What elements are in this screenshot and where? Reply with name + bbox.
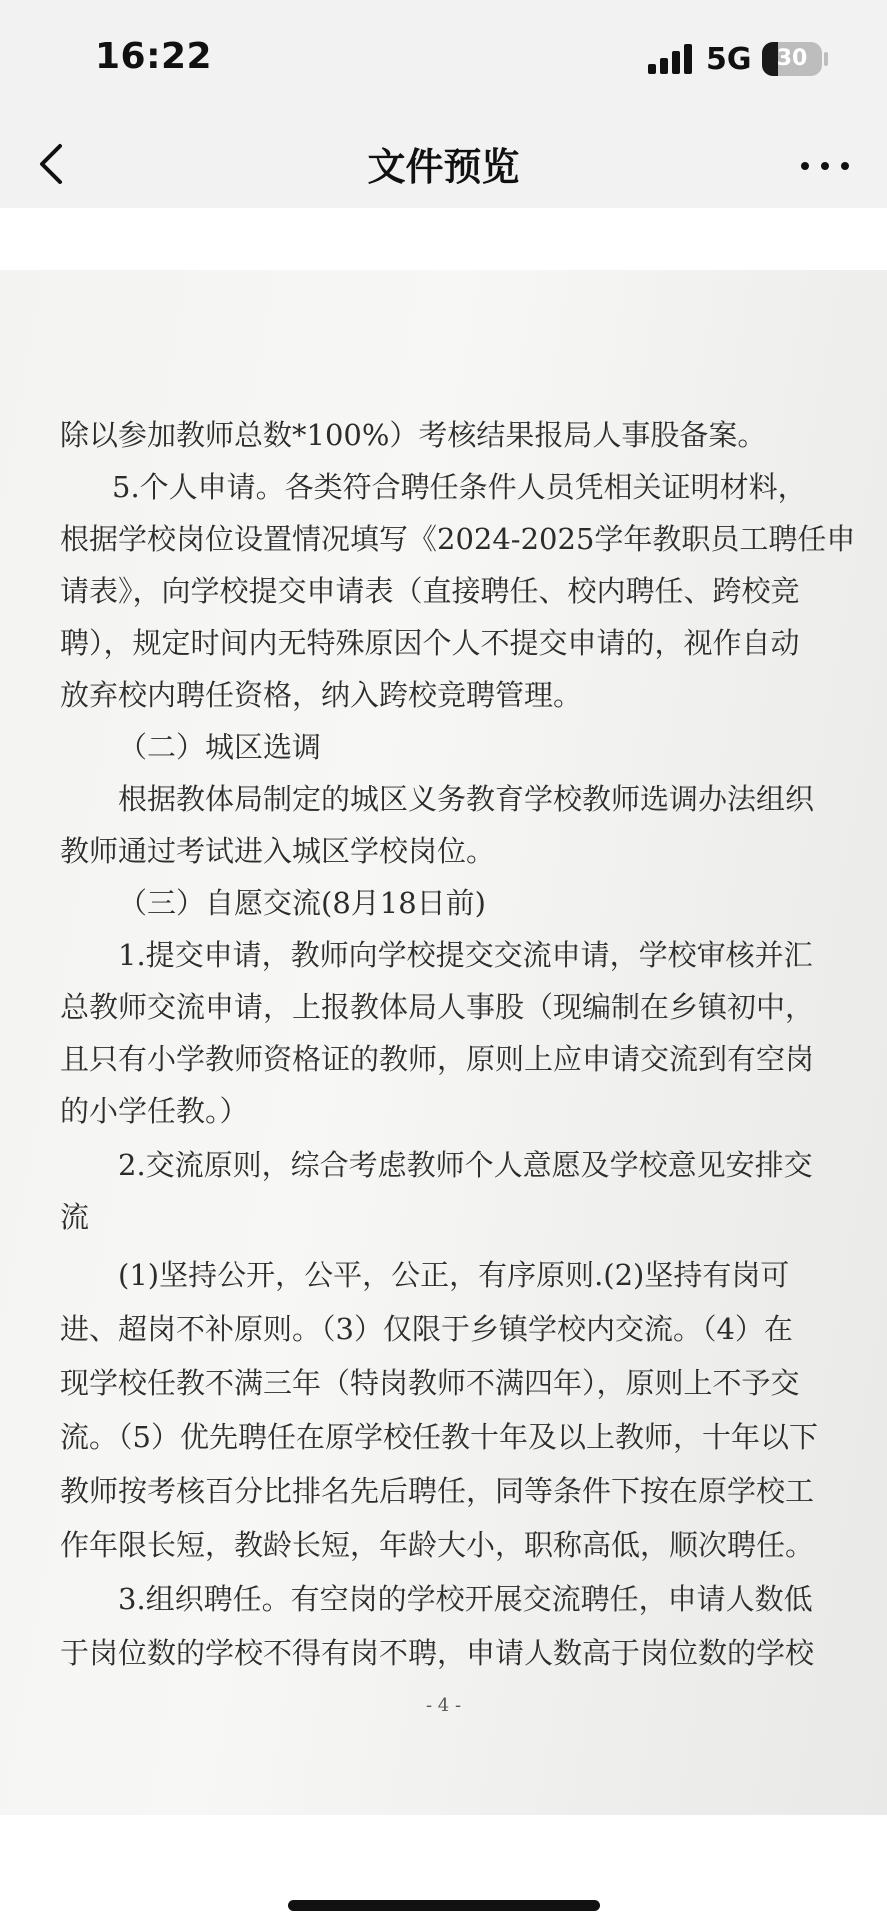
network-type: 5G (706, 42, 752, 77)
doc-line: 教师按考核百分比排名先后聘任，同等条件下按在原学校工 (60, 1474, 815, 1508)
doc-line: 的小学任教。） (60, 1094, 249, 1128)
doc-line: （三）自愿交流(8月18日前) (118, 886, 486, 920)
doc-line: 2.交流原则，综合考虑教师个人意愿及学校意见安排交 (118, 1148, 813, 1182)
doc-line: 进、超岗不补原则。（3）仅限于乡镇学校内交流。（4）在 (60, 1312, 793, 1346)
doc-line: （二）城区选调 (118, 730, 322, 764)
clock-time: 16:22 (95, 36, 213, 77)
battery-icon (762, 42, 822, 76)
doc-line: 除以参加教师总数*100%）考核结果报局人事股备案。 (60, 418, 767, 452)
doc-line: 放弃校内聘任资格，纳入跨校竞聘管理。 (60, 678, 583, 712)
page-title: 文件预览 (367, 145, 520, 189)
doc-line: 1.提交申请，教师向学校提交交流申请，学校审核并汇 (118, 938, 813, 972)
doc-line: 5.个人申请。各类符合聘任条件人员凭相关证明材料， (112, 470, 807, 504)
bottom-area (0, 1815, 887, 1920)
battery-level: 30 (776, 46, 808, 71)
nav-bar (0, 120, 887, 208)
status-bar (0, 0, 887, 120)
doc-line: 3.组织聘任。有空岗的学校开展交流聘任，申请人数低 (118, 1582, 813, 1616)
doc-line: 流。（5）优先聘任在原学校任教十年及以上教师，十年以下 (60, 1420, 818, 1454)
home-indicator[interactable] (288, 1900, 600, 1911)
document-preview[interactable] (0, 270, 887, 1815)
battery-cap (824, 52, 828, 66)
doc-line: 总教师交流申请，上报教体局人事股（现编制在乡镇初中， (60, 990, 815, 1024)
doc-line: 现学校任教不满三年（特岗教师不满四年），原则上不予交 (60, 1366, 800, 1400)
signal-strength-icon (648, 44, 694, 74)
doc-line: 流 (60, 1200, 90, 1234)
doc-line: (1)坚持公开，公平，公正，有序原则.(2)坚持有岗可 (118, 1258, 790, 1292)
more-options-icon[interactable] (790, 140, 860, 188)
doc-line: 根据教体局制定的城区义务教育学校教师选调办法组织 (118, 782, 815, 816)
doc-line: 教师通过考试进入城区学校岗位。 (60, 834, 496, 868)
doc-line: 作年限长短，教龄长短，年龄大小，职称高低，顺次聘任。 (60, 1528, 815, 1562)
content-divider (0, 208, 887, 270)
page-number: - 4 - (425, 1695, 462, 1716)
doc-line: 且只有小学教师资格证的教师，原则上应申请交流到有空岗 (60, 1042, 815, 1076)
doc-line: 聘），规定时间内无特殊原因个人不提交申请的，视作自动 (60, 626, 800, 660)
doc-line: 于岗位数的学校不得有岗不聘，申请人数高于岗位数的学校 (60, 1636, 815, 1670)
doc-line: 请表》，向学校提交申请表（直接聘任、校内聘任、跨校竞 (60, 574, 800, 608)
doc-line: 根据学校岗位设置情况填写《2024-2025学年教职员工聘任申 (60, 522, 856, 556)
